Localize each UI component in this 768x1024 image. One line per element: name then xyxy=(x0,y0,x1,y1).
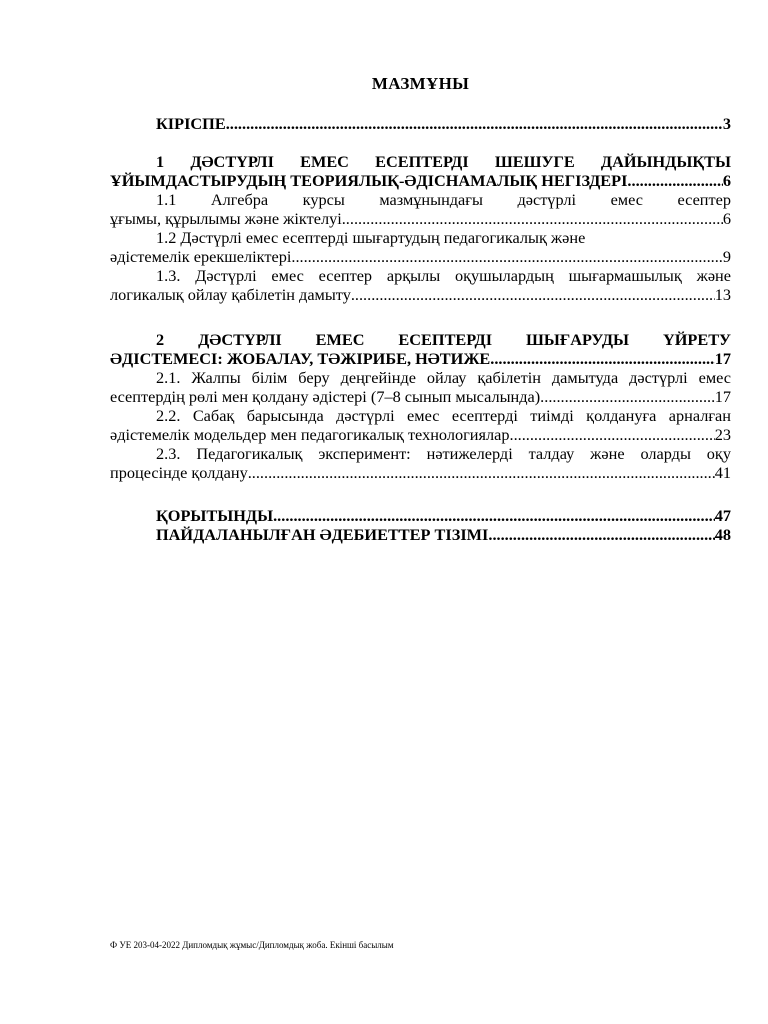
section-line-2: ұғымы, құрылымы және жіктелуі xyxy=(110,209,342,228)
section-line-2: процесінде қолдану xyxy=(110,463,248,482)
toc-intro[interactable] xyxy=(110,114,731,133)
section-line-2: әдістемелік модельдер мен педагогикалық технологиялар xyxy=(110,425,510,444)
toc-chapter-2[interactable] xyxy=(110,330,731,482)
toc-conclusion[interactable] xyxy=(110,506,731,525)
section-page: 41 xyxy=(714,463,731,482)
leader-dots xyxy=(291,247,722,266)
leader-dots xyxy=(273,506,715,525)
chapter-2-line-1: 2 ДӘСТҮРЛІ ЕМЕС ЕСЕПТЕРДІ ШЫҒАРУДЫ ҮЙРЕТУ xyxy=(156,330,731,349)
section-line-1: 2.3. Педагогикалық эксперимент: нәтижелерді талдау және оларды оқу xyxy=(156,444,731,463)
leader-dots xyxy=(342,209,723,228)
leader-dots xyxy=(351,285,715,304)
toc-title: МАЗМҰНЫ xyxy=(371,74,470,93)
toc-intro-page: 3 xyxy=(722,114,731,133)
section-page: 6 xyxy=(722,209,731,228)
section-line-1: 1.1 Алгебра курсы мазмұнындағы дәстүрлі емес есептер xyxy=(156,190,731,209)
toc-section-2-3[interactable] xyxy=(110,444,731,482)
section-line-2: логикалық ойлау қабілетін дамыту xyxy=(110,285,351,304)
toc-intro-label: КІРІСПЕ xyxy=(156,114,226,133)
leader-dots xyxy=(510,425,715,444)
toc-conclusion-label: ҚОРЫТЫНДЫ xyxy=(156,506,274,525)
section-page: 23 xyxy=(714,425,731,444)
section-line-1: 2.1. Жалпы білім беру деңгейінде ойлау қабілетін дамытуда дәстүрлі емес xyxy=(156,368,731,387)
section-line-1: 1.3. Дәстүрлі емес есептер арқылы оқушылардың шығармашылық және xyxy=(156,266,731,285)
section-line-1: 1.2 Дәстүрлі емес есептерді шығартудың педагогикалық және xyxy=(156,228,586,247)
chapter-1-page: 6 xyxy=(722,171,731,190)
leader-dots xyxy=(226,114,723,133)
toc-chapter-1[interactable] xyxy=(110,152,731,304)
section-line-2: есептердің рөлі мен қолдану әдістері (7–8 сынып мысалында) xyxy=(110,387,541,406)
section-line-2: әдістемелік ерекшеліктері xyxy=(110,247,292,266)
section-page: 17 xyxy=(714,387,731,406)
toc-section-1-2[interactable] xyxy=(110,228,731,266)
page-footer: Ф УЕ 203-04-2022 Дипломдық жұмыс/Дипломдық жоба. Екінші басылым xyxy=(110,940,394,950)
chapter-2-page: 17 xyxy=(714,349,731,368)
section-page: 9 xyxy=(722,247,731,266)
toc-references-page: 48 xyxy=(714,525,731,544)
chapter-1-line-2: ҰЙЫМДАСТЫРУДЫҢ ТЕОРИЯЛЫҚ-ӘДІСНАМАЛЫҚ НЕГІЗДЕРІ xyxy=(110,171,628,190)
section-page: 13 xyxy=(714,285,731,304)
toc-section-2-2[interactable] xyxy=(110,406,731,444)
leader-dots xyxy=(490,349,714,368)
chapter-1-line-1: 1 ДӘСТҮРЛІ ЕМЕС ЕСЕПТЕРДІ ШЕШУГЕ ДАЙЫНДЫҚТЫ xyxy=(156,152,731,171)
toc-section-2-1[interactable] xyxy=(110,368,731,406)
toc-section-1-1[interactable] xyxy=(110,190,731,228)
toc-references-label: ПАЙДАЛАНЫЛҒАН ӘДЕБИЕТТЕР ТІЗІМІ xyxy=(156,525,489,544)
chapter-2-line-2: ӘДІСТЕМЕСІ: ЖОБАЛАУ, ТӘЖІРИБЕ, НӘТИЖЕ xyxy=(110,349,491,368)
leader-dots xyxy=(540,387,715,406)
leader-dots xyxy=(248,463,715,482)
toc-section-1-3[interactable] xyxy=(110,266,731,304)
section-line-1: 2.2. Сабақ барысында дәстүрлі емес есептерді тиімді қолдануға арналған xyxy=(156,406,731,425)
toc-references[interactable] xyxy=(110,525,731,544)
toc-conclusion-page: 47 xyxy=(714,506,731,525)
leader-dots xyxy=(627,171,722,190)
leader-dots xyxy=(488,525,714,544)
